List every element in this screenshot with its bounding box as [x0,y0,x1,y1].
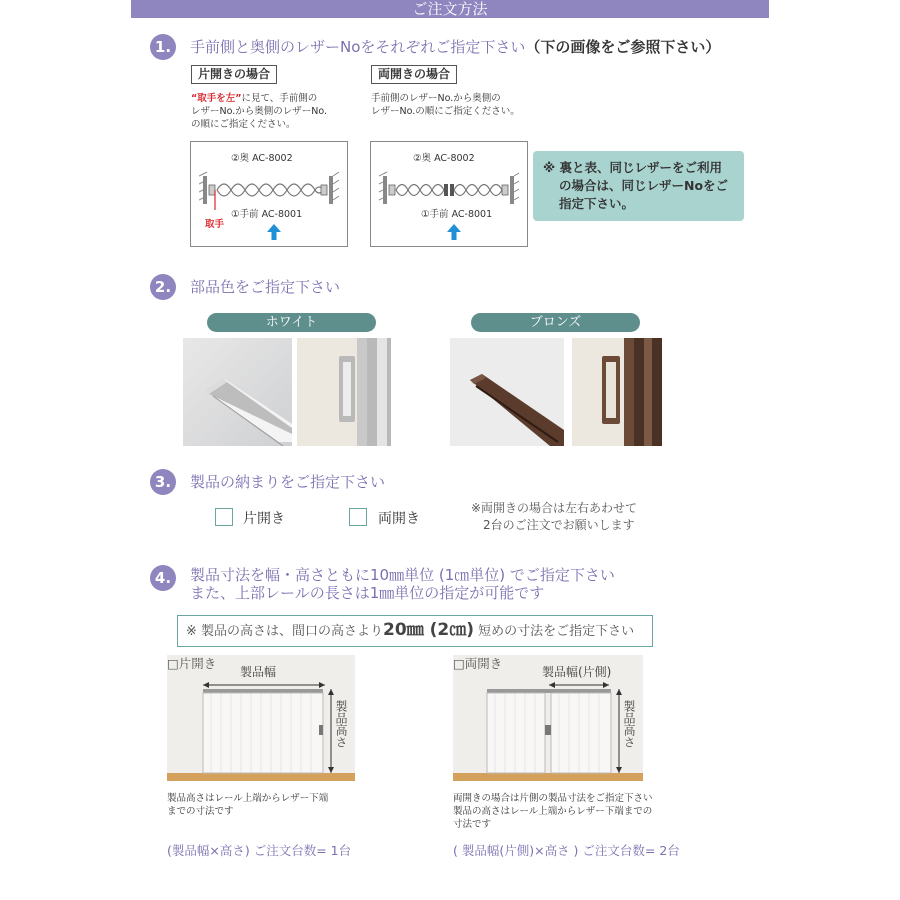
double-front-code: AC-8001 [451,209,493,220]
height-note-box [177,615,653,647]
double-height-label: 製品高さ [622,700,636,748]
step-3-heading: 製品の納まりをご指定下さい [190,473,386,491]
double-desc-line3: 寸法です [453,819,492,830]
single-size-label: □片開き [167,656,217,671]
double-back-code: AC-8002 [434,153,475,164]
single-order-formula: (製品幅×高さ) ご注文台数= 1台 [167,843,352,858]
single-open-option-label: 片開き [243,511,285,527]
banner-title: ご注文方法 [412,0,488,18]
note-line2: の場合は、同じレザーNoをご [559,178,729,193]
bronze-handle-photo [572,338,662,446]
single-back-label [231,152,293,165]
double-front-label [421,208,492,221]
step-3-number: 3. [150,469,176,495]
single-desc-line2: までの寸法です [167,806,234,817]
step-1-heading [190,37,720,57]
single-front-side: ①手前 [231,209,259,220]
double-open-diagram [370,141,528,247]
note-line3: 指定下さい。 [559,196,635,211]
double-open-instructions [371,92,541,118]
height-note-highlight: 20㎜ (2㎝) [383,620,474,640]
single-front-label [231,208,302,221]
height-note-prefix: ※ 製品の高さは、間口の高さより [186,624,384,639]
double-order-note [471,500,637,534]
same-leather-note [533,151,744,221]
double-open-option-label: 両開き [378,511,420,527]
single-open-checkbox[interactable] [215,508,233,526]
step-1-heading-text: 手前側と奥側のレザーNoをそれぞれご指定下さい [190,38,526,56]
double-order-formula: ( 製品幅(片側)×高さ ) ご注文台数= 2台 [453,843,680,858]
single-width-label: 製品幅 [240,665,277,679]
white-handle-photo [297,338,391,446]
handle-label: 取手 [205,219,225,230]
double-front-side: ①手前 [421,209,449,220]
single-back-code: AC-8002 [252,153,293,164]
bronze-rail-photo [450,338,564,446]
double-open-label: 両開きの場合 [371,65,457,84]
order-note-line2: 2台のご注文でお願いします [483,518,635,532]
step-4-heading-line1: 製品寸法を幅・高さともに10㎜単位 (1㎝単位) でご指定下さい [190,566,615,584]
step-1-heading-suffix: （下の画像をご参照下さい） [525,38,721,56]
single-text-line1: に見て、手前側の [241,93,318,104]
double-size-label: □両開き [453,656,503,671]
step-4-heading [190,566,615,602]
step-1-number: 1. [150,34,176,60]
single-open-diagram [190,141,348,247]
order-note-line1: ※両開きの場合は左右あわせて [471,501,638,515]
double-width-label: 製品幅(片側) [542,665,612,679]
step-4-number: 4. [150,565,176,591]
bronze-color-label: ブロンズ [471,313,640,332]
double-back-side: ②奥 [413,153,432,164]
single-fold-icon [199,170,339,210]
double-fold-icon [379,170,519,210]
step-2-heading: 部品色をご指定下さい [190,278,341,296]
single-back-side: ②奥 [231,153,250,164]
single-height-label: 製品高さ [334,700,348,748]
double-open-checkbox[interactable] [349,508,367,526]
height-note-suffix: 短めの寸法をご指定下さい [478,624,635,639]
white-color-label: ホワイト [207,313,376,332]
page-banner [131,0,769,18]
single-size-description [167,792,328,818]
note-line1: ※ 裏と表、同じレザーをご利用 [543,160,723,175]
single-front-code: AC-8001 [261,209,303,220]
single-desc-line1: 製品高さはレール上端からレザー下端 [167,793,329,804]
single-open-instructions [191,92,361,131]
double-back-label [413,152,475,165]
handle-left-text: “取手を左” [191,93,242,104]
white-rail-photo [183,338,292,446]
up-arrow-icon [447,224,461,240]
single-text-line3: の順にご指定ください。 [191,119,296,130]
step-4-heading-line2: また、上部レールの長さは1㎜単位の指定が可能です [190,584,545,602]
single-open-label: 片開きの場合 [191,65,277,84]
up-arrow-icon [267,224,281,240]
double-text-line2: レザーNo.の順にご指定ください。 [371,106,520,117]
double-text-line1: 手前側のレザーNo.から奥側の [371,93,501,104]
step-2-number: 2. [150,274,176,300]
double-desc-line1: 両開きの場合は片側の製品寸法をご指定下さい [453,793,653,804]
double-desc-line2: 製品の高さはレール上端からレザー下端までの [453,806,653,817]
single-text-line2: レザーNo.から奥側のレザーNo. [191,106,328,117]
double-size-description [453,792,653,831]
